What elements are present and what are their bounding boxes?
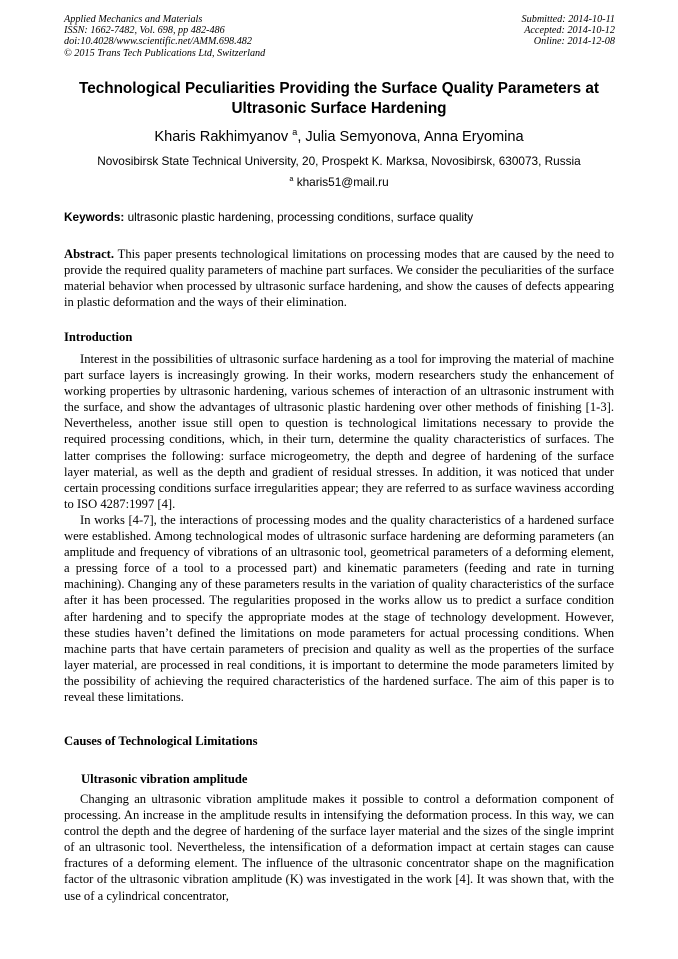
keywords-label: Keywords:: [64, 210, 125, 224]
issn-line: ISSN: 1662-7482, Vol. 698, pp 482-486: [64, 25, 225, 37]
journal-name: Applied Mechanics and Materials: [64, 14, 203, 25]
section-heading-introduction: Introduction: [64, 330, 133, 344]
submitted-date: Submitted: 2014-10-11: [521, 14, 615, 25]
intro-paragraph-1: Interest in the possibilities of ultrasonic surface hardening as a tool for improving the material of machine part surface layers is increasingly growing. In their works, modern researchers study the enhancement of working properties by ultrasonic hardening, various schemes of interaction of an ultrasonic instrument with the surface, and show the advantages of ultrasonic plastic hardening over other methods of finishing [1-3]. Nevertheless, another issue still open to question is technological limitations necessary to provide the required processing conditions, which, in their turn, determine the quality characteristics of surfaces. The latter comprises the following: surface microgeometry, the depth and degree of hardening of the surface layer material, as well as the depth and gradient of residual stresses. In addition, it was noticed that under certain processing conditions surface irregularities appear; they are referred to as surface waviness according to ISO 4287:1997 [4].: [64, 352, 614, 511]
author-list: [0, 128, 678, 146]
dates-header: [522, 14, 615, 48]
abstract-text: This paper presents technological limitations on processing modes that are caused by the need to provide the required quality parameters of machine part surfaces. We consider the peculiarities of the surface material behavior when processed by ultrasonic surface hardening, and show the causes of defects appearing in plastic deformation and the ways of their elimination.: [64, 247, 614, 310]
doi-line: doi:10.4028/www.scientific.net/AMM.698.482: [64, 36, 252, 48]
affiliation: Novosibirsk State Technical University, 20, Prospekt K. Marksa, Novosibirsk, 630073, Russia: [97, 154, 581, 168]
online-date: Online: 2014-12-08: [533, 36, 615, 48]
email-address[interactable]: kharis51@mail.ru: [296, 175, 389, 189]
keywords-text: ultrasonic plastic hardening, processing conditions, surface quality: [127, 210, 474, 224]
paper-title: Technological Peculiarities Providing the Surface Quality Parameters at Ultrasonic Surface Hardening: [79, 80, 599, 117]
amplitude-paragraph-1: Changing an ultrasonic vibration amplitude makes it possible to control a deformation component of processing. An increase in the amplitude results in intensifying the deformation process. In this way, we can control the depth and the degree of hardening of the surface layer material and the sizes of the single imprint of an ultrasonic tool. Nevertheless, the intensification of a deformation impact at certain stages can cause fractures of a deforming element. The influence of the ultrasonic concentrator shape on the magnification factor of the ultrasonic vibration amplitude (K) was investigated in the work [4]. It was shown that, with the use of a cylindrical concentrator,: [64, 792, 614, 903]
copyright-line: © 2015 Trans Tech Publications Ltd, Switzerland: [64, 47, 266, 59]
abstract: [64, 246, 614, 310]
keywords: [64, 210, 614, 225]
other-authors: , Julia Semyonova, Anna Eryomina: [297, 129, 524, 145]
author-email: [0, 175, 678, 190]
accepted-date: Accepted: 2014-10-12: [524, 25, 615, 37]
abstract-label: Abstract.: [64, 247, 115, 261]
first-author-affil-mark: a: [292, 127, 298, 138]
intro-paragraph-2: In works [4-7], the interactions of processing modes and the quality characteristics of a hardened surface were established. Among technological modes of ultrasonic surface hardening are deforming parameters (an amplitude and frequency of vibrations of an ultrasonic tool, geometrical parameters of a deforming element, a pressing force of a tool to a processed part) and kinematic parameters (feeding and rate in turning machining). Changing any of these parameters results in the variation of quality characteristics of the surface after it has been processed. The regularities proposed in the works allow us to predict a surface condition after hardening and to specify the appropriate modes at the stage of technology development. However, these studies haven’t defined the limitations on mode parameters for actual processing conditions. When machine parts that have certain parameters of precision and quality as well as the properties of the surface layer material, are processed in real conditions, it is important to determine the mode parameters limited by the possibility of achieving the required characteristics of the hardened surface. The aim of this paper is to reveal these limitations.: [64, 513, 614, 705]
journal-header: [64, 14, 265, 59]
email-affil-mark: a: [289, 174, 294, 184]
subsection-heading-amplitude: Ultrasonic vibration amplitude: [81, 772, 248, 786]
first-author: Kharis Rakhimyanov: [154, 129, 289, 145]
section-heading-causes: Causes of Technological Limitations: [64, 734, 258, 748]
